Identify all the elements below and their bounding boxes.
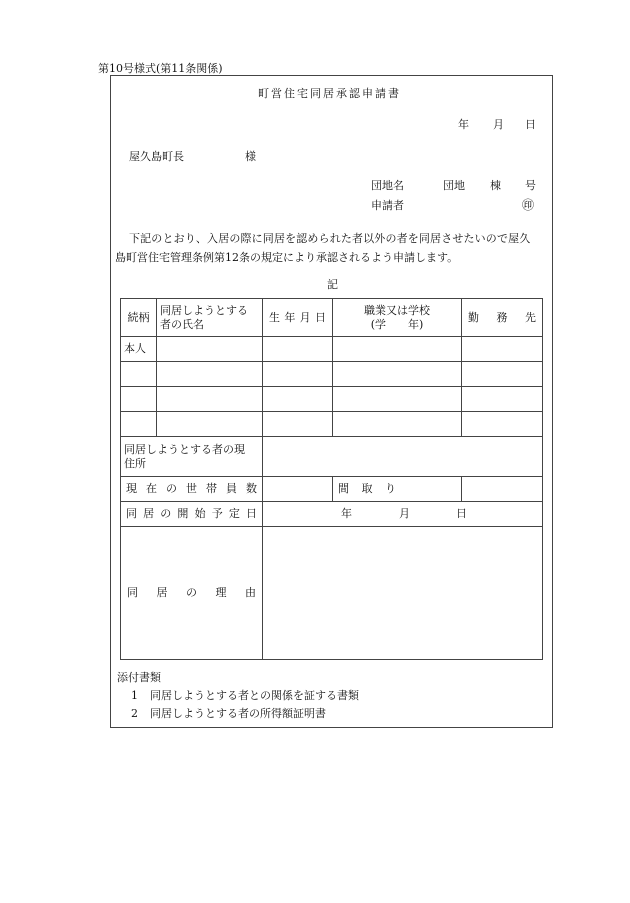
table-header-row xyxy=(121,299,543,337)
table-row xyxy=(121,412,543,437)
addressee-honorific: 様 xyxy=(245,150,256,163)
relationship-cell[interactable] xyxy=(121,387,157,412)
address-label-line2: 住所 xyxy=(124,456,146,470)
job-cell[interactable] xyxy=(333,337,462,362)
date-day-label: 日 xyxy=(525,118,536,131)
relationship-cell[interactable] xyxy=(121,362,157,387)
start-date-label xyxy=(121,502,263,527)
household-field[interactable] xyxy=(263,477,333,502)
header-workplace-text: 勤務先 xyxy=(468,310,536,324)
reason-field[interactable] xyxy=(263,527,543,660)
reason-label xyxy=(121,527,263,660)
floor-plan-label-text: 間取り xyxy=(338,482,396,495)
name-cell[interactable] xyxy=(157,387,263,412)
attachments-heading: 添付書類 xyxy=(117,671,161,684)
estate-label: 団地名 xyxy=(371,179,404,192)
birth-cell[interactable] xyxy=(263,412,333,437)
address-label xyxy=(121,437,263,477)
start-month-label: 月 xyxy=(399,507,410,520)
birth-cell[interactable] xyxy=(263,337,333,362)
header-job-line2: (学 年) xyxy=(370,317,424,331)
number-suffix: 号 xyxy=(525,179,536,192)
form-number: 第10号様式(第11条関係) xyxy=(98,62,223,75)
relationship-cell[interactable] xyxy=(121,412,157,437)
name-cell[interactable] xyxy=(157,412,263,437)
floor-plan-field[interactable] xyxy=(462,477,543,502)
building-suffix: 棟 xyxy=(490,179,501,192)
workplace-cell[interactable] xyxy=(462,337,543,362)
header-name-line1: 同居しようとする xyxy=(160,303,248,317)
header-relationship: 続柄 xyxy=(121,299,157,337)
attachment-num: 1 xyxy=(131,689,138,702)
header-job-line1: 職業又は学校 xyxy=(364,303,430,317)
table-row xyxy=(121,337,543,362)
addressee-name: 屋久島町長 xyxy=(129,150,184,163)
seal-mark: ㊞ xyxy=(522,198,535,212)
address-field[interactable] xyxy=(263,437,543,477)
job-cell[interactable] xyxy=(333,362,462,387)
reason-row xyxy=(121,527,543,660)
attachment-text: 同居しようとする者との関係を証する書類 xyxy=(150,689,359,702)
start-date-label-text: 同居の開始予定日 xyxy=(126,507,257,520)
birth-cell[interactable] xyxy=(263,362,333,387)
header-birth xyxy=(263,299,333,337)
body-text-line1: 下記のとおり、入居の際に同居を認められた者以外の者を同居させたいので屋久 xyxy=(129,232,531,245)
table-row xyxy=(121,387,543,412)
applicant-label: 申請者 xyxy=(371,199,404,212)
body-text-line2: 島町営住宅管理条例第12条の規定により承認されるよう申請します。 xyxy=(115,251,459,264)
name-cell[interactable] xyxy=(157,362,263,387)
start-date-row xyxy=(121,502,543,527)
household-row xyxy=(121,477,543,502)
job-cell[interactable] xyxy=(333,387,462,412)
ki-heading: 記 xyxy=(327,278,338,291)
address-row xyxy=(121,437,543,477)
workplace-cell[interactable] xyxy=(462,412,543,437)
attachment-num: 2 xyxy=(131,707,138,720)
address-label-line1: 同居しようとする者の現 xyxy=(124,442,245,456)
header-birth-text: 生年月日 xyxy=(269,310,326,324)
start-year-label: 年 xyxy=(341,507,352,520)
workplace-cell[interactable] xyxy=(462,387,543,412)
application-table xyxy=(120,298,543,660)
header-name xyxy=(157,299,263,337)
header-workplace xyxy=(462,299,543,337)
job-cell[interactable] xyxy=(333,412,462,437)
form-title: 町営住宅同居承認申請書 xyxy=(258,87,401,100)
household-label-text: 現在の世帯員数 xyxy=(126,482,257,495)
household-label xyxy=(121,477,263,502)
floor-plan-label xyxy=(333,477,462,502)
workplace-cell[interactable] xyxy=(462,362,543,387)
attachment-text: 同居しようとする者の所得額証明書 xyxy=(150,707,326,720)
header-name-line2: 者の氏名 xyxy=(160,317,204,331)
birth-cell[interactable] xyxy=(263,387,333,412)
date-month-label: 月 xyxy=(493,118,504,131)
date-year-label: 年 xyxy=(458,118,469,131)
table-row xyxy=(121,362,543,387)
estate-suffix: 団地 xyxy=(443,179,465,192)
start-date-field[interactable] xyxy=(263,502,543,527)
header-job xyxy=(333,299,462,337)
start-day-label: 日 xyxy=(456,507,467,520)
reason-label-text: 同居の理由 xyxy=(127,586,256,599)
relationship-cell[interactable]: 本人 xyxy=(121,337,157,362)
name-cell[interactable] xyxy=(157,337,263,362)
